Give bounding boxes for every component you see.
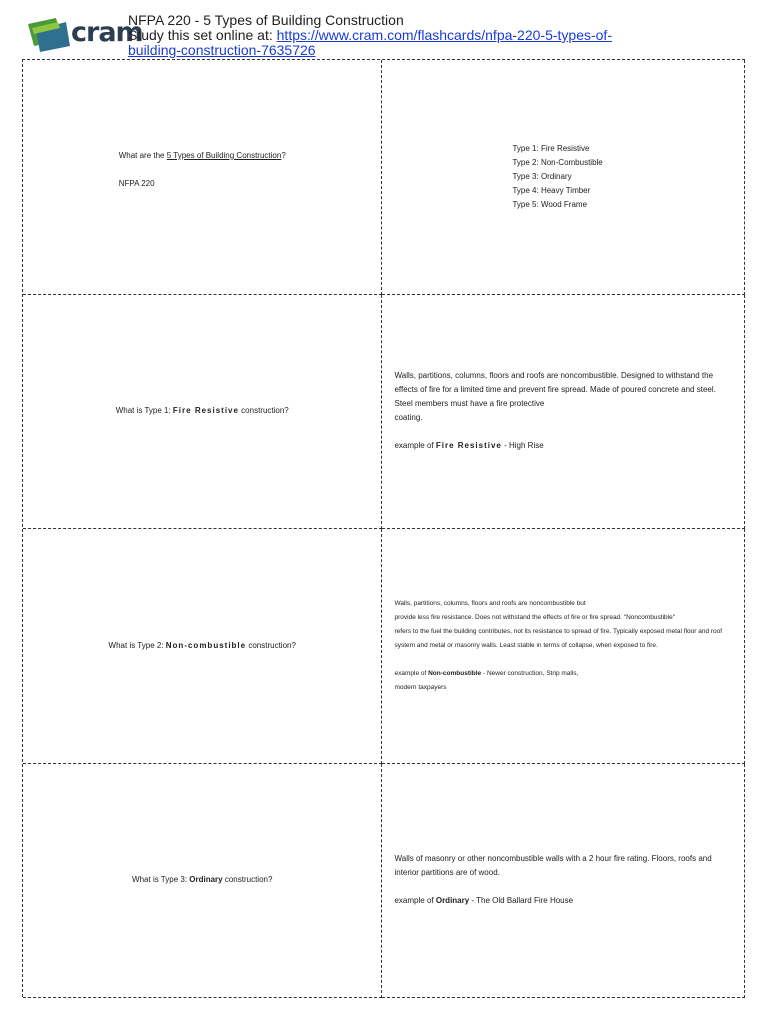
answer-line: interior partitions are of wood. <box>394 868 500 878</box>
study-prefix: Study this set online at: <box>128 27 277 43</box>
list-item: Type 3: Ordinary <box>512 171 572 181</box>
example-line-2: modern taxpayers <box>394 683 447 691</box>
page-header <box>0 0 768 58</box>
list-item: Type 5: Wood Frame <box>512 199 588 209</box>
answer-line: system and metal or masonry walls. Least stable in terms of collapse, when exposed to fire. <box>394 641 658 649</box>
flashcard-link-line2[interactable]: building-construction-7635726 <box>128 42 316 58</box>
answer-line: Walls of masonry or other noncombustible walls with a 2 hour fire rating. Floors, roofs and <box>394 854 712 864</box>
answer-cell <box>382 529 745 764</box>
answer-cell <box>382 764 745 999</box>
bold-term: Fire Resistive <box>172 406 239 416</box>
answer-list <box>512 142 602 212</box>
study-online-line-2 <box>128 43 612 58</box>
page-title: NFPA 220 - 5 Types of Building Construction <box>128 12 404 28</box>
answer-line: provide less fire resistance. Does not withstand the effects of fire or fire spread. "Noncombustible" <box>394 613 676 621</box>
question-cell: What are the 5 Types of Building Construction? NFPA 220 <box>23 60 382 295</box>
answer-cell <box>382 60 745 295</box>
question-note: NFPA 220 <box>118 178 155 188</box>
study-online-line <box>128 28 612 43</box>
example-line: example of Ordinary - The Old Ballard Fire House <box>394 896 574 906</box>
question-cell: What is Type 1: Fire Resistive construction? <box>23 295 382 530</box>
list-item: Type 4: Heavy Timber <box>512 185 591 195</box>
question-cell: What is Type 3: Ordinary construction? <box>23 764 382 999</box>
example-line: example of Non-combustible - Newer construction, Strip malls, <box>394 669 579 677</box>
answer-cell <box>382 295 745 530</box>
answer-line: Walls, partitions, columns, floors and roofs are noncombustible but <box>394 599 586 607</box>
underlined-term: 5 Types of Building Construction <box>166 150 282 160</box>
flashcard-link-line1[interactable]: https://www.cram.com/flashcards/nfpa-220-5-types-of- <box>276 27 612 43</box>
cram-logo-icon <box>26 16 70 54</box>
question-cell: What is Type 2: Non-combustible construction? <box>23 529 382 764</box>
flashcard-row <box>23 60 745 295</box>
answer-line: coating. <box>394 413 423 423</box>
flashcard-row <box>23 529 745 764</box>
answer-line: effects of fire for a limited time and prevent fire spread. Made of poured concrete and steel. Steel members must have a fire protective <box>394 385 716 409</box>
example-line: example of Fire Resistive - High Rise <box>394 441 544 451</box>
flashcard-sheet <box>22 59 745 997</box>
answer-line: refers to the fuel the building contributes, not its resistance to spread of fire. Typically exposed metal floor and roof <box>394 627 723 635</box>
cram-logo-text: cram <box>71 17 143 48</box>
answer-line: Walls, partitions, columns, floors and roofs are noncombustible. Designed to withstand the <box>394 371 714 381</box>
list-item: Type 1: Fire Resistive <box>512 143 590 153</box>
flashcard-row <box>23 295 745 530</box>
bold-term: Ordinary <box>189 875 223 885</box>
flashcard-row <box>23 764 745 999</box>
list-item: Type 2: Non-Combustible <box>512 157 603 167</box>
cram-logo[interactable] <box>26 16 143 56</box>
bold-term: Non-combustible <box>165 640 247 650</box>
